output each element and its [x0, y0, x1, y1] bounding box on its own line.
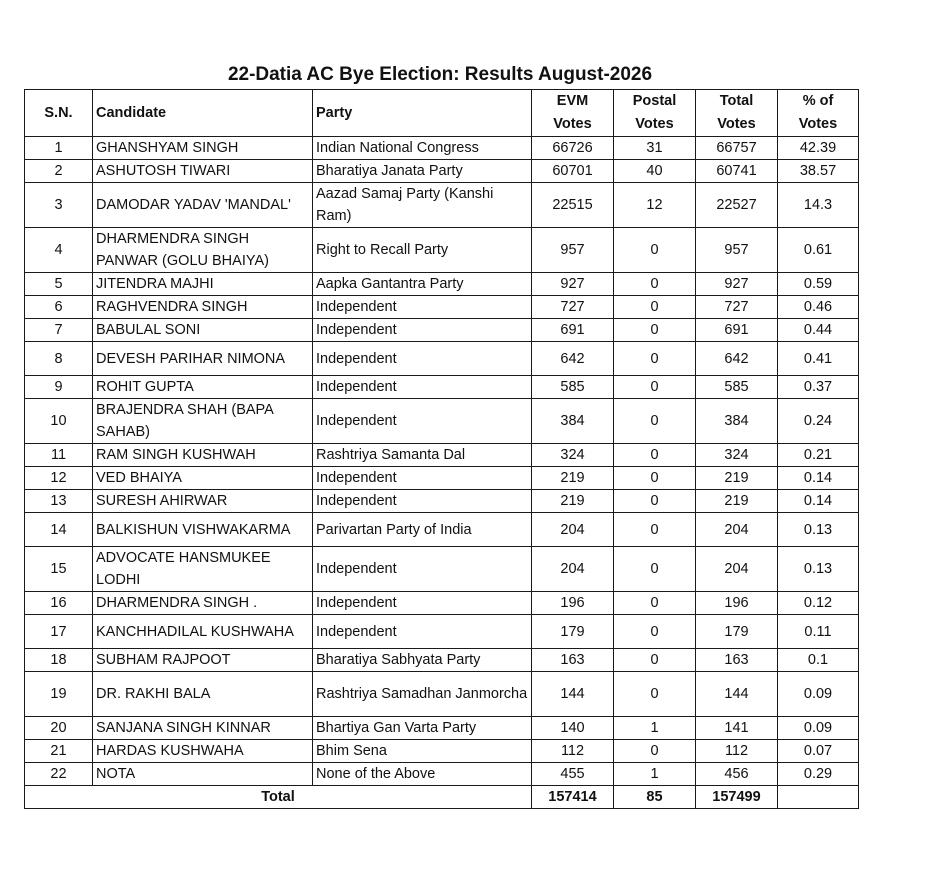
cell-postal-votes: 40 — [614, 160, 696, 183]
cell-postal-votes: 0 — [614, 319, 696, 342]
cell-total-votes: 384 — [696, 399, 778, 444]
cell-evm-votes: 112 — [532, 740, 614, 763]
cell-sn: 22 — [25, 763, 93, 786]
cell-evm-votes: 324 — [532, 444, 614, 467]
cell-evm-votes: 204 — [532, 513, 614, 547]
cell-percent-votes: 0.41 — [778, 342, 859, 376]
cell-postal-votes: 0 — [614, 615, 696, 649]
cell-total-votes: 219 — [696, 490, 778, 513]
cell-evm-votes: 927 — [532, 273, 614, 296]
header-total-votes: Total Votes — [696, 90, 778, 137]
cell-evm-votes: 144 — [532, 672, 614, 717]
cell-total-votes: 163 — [696, 649, 778, 672]
cell-party: Independent — [313, 467, 532, 490]
cell-evm-votes: 163 — [532, 649, 614, 672]
cell-party: Independent — [313, 615, 532, 649]
cell-party: None of the Above — [313, 763, 532, 786]
cell-party: Aapka Gantantra Party — [313, 273, 532, 296]
cell-candidate: DHARMENDRA SINGH PANWAR (GOLU BHAIYA) — [93, 228, 313, 273]
cell-postal-votes: 0 — [614, 547, 696, 592]
cell-party: Bhartiya Gan Varta Party — [313, 717, 532, 740]
cell-percent-votes: 0.37 — [778, 376, 859, 399]
cell-percent-votes: 0.14 — [778, 490, 859, 513]
cell-percent-votes: 0.24 — [778, 399, 859, 444]
cell-evm-votes: 727 — [532, 296, 614, 319]
cell-evm-votes: 219 — [532, 467, 614, 490]
cell-party: Rashtriya Samanta Dal — [313, 444, 532, 467]
cell-percent-votes: 42.39 — [778, 137, 859, 160]
cell-total-votes: 179 — [696, 615, 778, 649]
table-row — [25, 547, 859, 592]
table-header-row — [25, 90, 859, 137]
cell-postal-votes: 0 — [614, 490, 696, 513]
cell-party: Bharatiya Sabhyata Party — [313, 649, 532, 672]
cell-percent-votes: 0.11 — [778, 615, 859, 649]
cell-evm-votes: 691 — [532, 319, 614, 342]
cell-evm-votes: 22515 — [532, 183, 614, 228]
cell-total-votes: 585 — [696, 376, 778, 399]
cell-evm-votes: 219 — [532, 490, 614, 513]
cell-candidate: DHARMENDRA SINGH . — [93, 592, 313, 615]
cell-candidate: ROHIT GUPTA — [93, 376, 313, 399]
cell-candidate: GHANSHYAM SINGH — [93, 137, 313, 160]
table-row — [25, 592, 859, 615]
cell-postal-votes: 12 — [614, 183, 696, 228]
table-row — [25, 513, 859, 547]
table-row — [25, 399, 859, 444]
cell-total-votes: 66757 — [696, 137, 778, 160]
cell-percent-votes: 38.57 — [778, 160, 859, 183]
results-table — [24, 89, 859, 809]
cell-sn: 20 — [25, 717, 93, 740]
cell-candidate: BALKISHUN VISHWAKARMA — [93, 513, 313, 547]
cell-postal-votes: 0 — [614, 444, 696, 467]
cell-postal-votes: 0 — [614, 376, 696, 399]
cell-party: Indian National Congress — [313, 137, 532, 160]
cell-candidate: JITENDRA MAJHI — [93, 273, 313, 296]
cell-evm-votes: 957 — [532, 228, 614, 273]
cell-party: Independent — [313, 319, 532, 342]
cell-postal-votes: 0 — [614, 592, 696, 615]
cell-percent-votes: 0.14 — [778, 467, 859, 490]
cell-postal-votes: 0 — [614, 399, 696, 444]
cell-candidate: BRAJENDRA SHAH (BAPA SAHAB) — [93, 399, 313, 444]
header-evm-votes: EVM Votes — [532, 90, 614, 137]
table-row — [25, 137, 859, 160]
header-sn: S.N. — [25, 90, 93, 137]
total-postal: 85 — [614, 786, 696, 809]
cell-party: Independent — [313, 490, 532, 513]
cell-candidate: SURESH AHIRWAR — [93, 490, 313, 513]
cell-postal-votes: 1 — [614, 763, 696, 786]
cell-percent-votes: 0.29 — [778, 763, 859, 786]
cell-postal-votes: 1 — [614, 717, 696, 740]
cell-postal-votes: 0 — [614, 740, 696, 763]
cell-sn: 19 — [25, 672, 93, 717]
table-row — [25, 444, 859, 467]
table-row — [25, 342, 859, 376]
table-row — [25, 183, 859, 228]
cell-sn: 13 — [25, 490, 93, 513]
total-label: Total — [25, 786, 532, 809]
cell-postal-votes: 0 — [614, 296, 696, 319]
cell-percent-votes: 0.61 — [778, 228, 859, 273]
cell-sn: 14 — [25, 513, 93, 547]
cell-evm-votes: 60701 — [532, 160, 614, 183]
cell-sn: 6 — [25, 296, 93, 319]
table-row — [25, 672, 859, 717]
cell-sn: 5 — [25, 273, 93, 296]
cell-candidate: VED BHAIYA — [93, 467, 313, 490]
cell-evm-votes: 66726 — [532, 137, 614, 160]
cell-total-votes: 927 — [696, 273, 778, 296]
cell-evm-votes: 642 — [532, 342, 614, 376]
cell-total-votes: 112 — [696, 740, 778, 763]
cell-percent-votes: 0.1 — [778, 649, 859, 672]
cell-total-votes: 144 — [696, 672, 778, 717]
cell-postal-votes: 0 — [614, 672, 696, 717]
cell-party: Bhim Sena — [313, 740, 532, 763]
cell-party: Aazad Samaj Party (Kanshi Ram) — [313, 183, 532, 228]
cell-sn: 9 — [25, 376, 93, 399]
total-total: 157499 — [696, 786, 778, 809]
page-title: 22-Datia AC Bye Election: Results August-2026 — [227, 64, 653, 85]
cell-postal-votes: 0 — [614, 649, 696, 672]
cell-percent-votes: 0.09 — [778, 672, 859, 717]
total-evm: 157414 — [532, 786, 614, 809]
table-row — [25, 740, 859, 763]
cell-candidate: HARDAS KUSHWAHA — [93, 740, 313, 763]
cell-postal-votes: 0 — [614, 513, 696, 547]
cell-sn: 10 — [25, 399, 93, 444]
cell-candidate: RAGHVENDRA SINGH — [93, 296, 313, 319]
cell-sn: 8 — [25, 342, 93, 376]
cell-party: Independent — [313, 342, 532, 376]
cell-evm-votes: 179 — [532, 615, 614, 649]
cell-total-votes: 957 — [696, 228, 778, 273]
header-candidate: Candidate — [93, 90, 313, 137]
cell-party: Independent — [313, 399, 532, 444]
cell-evm-votes: 204 — [532, 547, 614, 592]
cell-percent-votes: 0.13 — [778, 547, 859, 592]
cell-percent-votes: 0.59 — [778, 273, 859, 296]
cell-party: Rashtriya Samadhan Janmorcha — [313, 672, 532, 717]
cell-candidate: SUBHAM RAJPOOT — [93, 649, 313, 672]
table-row — [25, 649, 859, 672]
cell-sn: 21 — [25, 740, 93, 763]
cell-candidate: DR. RAKHI BALA — [93, 672, 313, 717]
cell-percent-votes: 0.07 — [778, 740, 859, 763]
table-total-row — [25, 786, 859, 809]
table-row — [25, 296, 859, 319]
cell-candidate: RAM SINGH KUSHWAH — [93, 444, 313, 467]
table-row — [25, 467, 859, 490]
cell-total-votes: 141 — [696, 717, 778, 740]
cell-party: Independent — [313, 547, 532, 592]
cell-total-votes: 324 — [696, 444, 778, 467]
cell-total-votes: 691 — [696, 319, 778, 342]
cell-percent-votes: 14.3 — [778, 183, 859, 228]
cell-sn: 1 — [25, 137, 93, 160]
cell-party: Independent — [313, 376, 532, 399]
cell-party: Independent — [313, 592, 532, 615]
cell-sn: 12 — [25, 467, 93, 490]
table-row — [25, 273, 859, 296]
cell-sn: 2 — [25, 160, 93, 183]
cell-postal-votes: 0 — [614, 342, 696, 376]
table-row — [25, 160, 859, 183]
cell-candidate: SANJANA SINGH KINNAR — [93, 717, 313, 740]
cell-evm-votes: 455 — [532, 763, 614, 786]
cell-sn: 17 — [25, 615, 93, 649]
cell-sn: 15 — [25, 547, 93, 592]
table-row — [25, 763, 859, 786]
cell-percent-votes: 0.13 — [778, 513, 859, 547]
cell-sn: 4 — [25, 228, 93, 273]
table-row — [25, 717, 859, 740]
cell-total-votes: 727 — [696, 296, 778, 319]
table-row — [25, 490, 859, 513]
cell-percent-votes: 0.09 — [778, 717, 859, 740]
table-row — [25, 319, 859, 342]
cell-evm-votes: 196 — [532, 592, 614, 615]
cell-party: Bharatiya Janata Party — [313, 160, 532, 183]
cell-evm-votes: 585 — [532, 376, 614, 399]
cell-party: Right to Recall Party — [313, 228, 532, 273]
cell-postal-votes: 31 — [614, 137, 696, 160]
cell-candidate: DAMODAR YADAV 'MANDAL' — [93, 183, 313, 228]
cell-postal-votes: 0 — [614, 467, 696, 490]
cell-percent-votes: 0.46 — [778, 296, 859, 319]
cell-party: Independent — [313, 296, 532, 319]
cell-total-votes: 204 — [696, 547, 778, 592]
cell-postal-votes: 0 — [614, 228, 696, 273]
cell-candidate: KANCHHADILAL KUSHWAHA — [93, 615, 313, 649]
cell-total-votes: 642 — [696, 342, 778, 376]
header-percent-votes: % of Votes — [778, 90, 859, 137]
cell-sn: 18 — [25, 649, 93, 672]
total-percent — [778, 786, 859, 809]
table-body — [25, 137, 859, 786]
cell-candidate: ASHUTOSH TIWARI — [93, 160, 313, 183]
cell-evm-votes: 140 — [532, 717, 614, 740]
table-row — [25, 376, 859, 399]
cell-candidate: DEVESH PARIHAR NIMONA — [93, 342, 313, 376]
cell-evm-votes: 384 — [532, 399, 614, 444]
cell-percent-votes: 0.12 — [778, 592, 859, 615]
table-row — [25, 615, 859, 649]
cell-candidate: BABULAL SONI — [93, 319, 313, 342]
cell-sn: 16 — [25, 592, 93, 615]
header-postal-votes: Postal Votes — [614, 90, 696, 137]
cell-sn: 11 — [25, 444, 93, 467]
cell-total-votes: 456 — [696, 763, 778, 786]
cell-total-votes: 196 — [696, 592, 778, 615]
cell-total-votes: 204 — [696, 513, 778, 547]
cell-postal-votes: 0 — [614, 273, 696, 296]
cell-party: Parivartan Party of India — [313, 513, 532, 547]
table-row — [25, 228, 859, 273]
cell-candidate: NOTA — [93, 763, 313, 786]
cell-percent-votes: 0.21 — [778, 444, 859, 467]
cell-percent-votes: 0.44 — [778, 319, 859, 342]
cell-sn: 7 — [25, 319, 93, 342]
cell-total-votes: 219 — [696, 467, 778, 490]
cell-total-votes: 22527 — [696, 183, 778, 228]
header-party: Party — [313, 90, 532, 137]
cell-candidate: ADVOCATE HANSMUKEE LODHI — [93, 547, 313, 592]
cell-total-votes: 60741 — [696, 160, 778, 183]
cell-sn: 3 — [25, 183, 93, 228]
